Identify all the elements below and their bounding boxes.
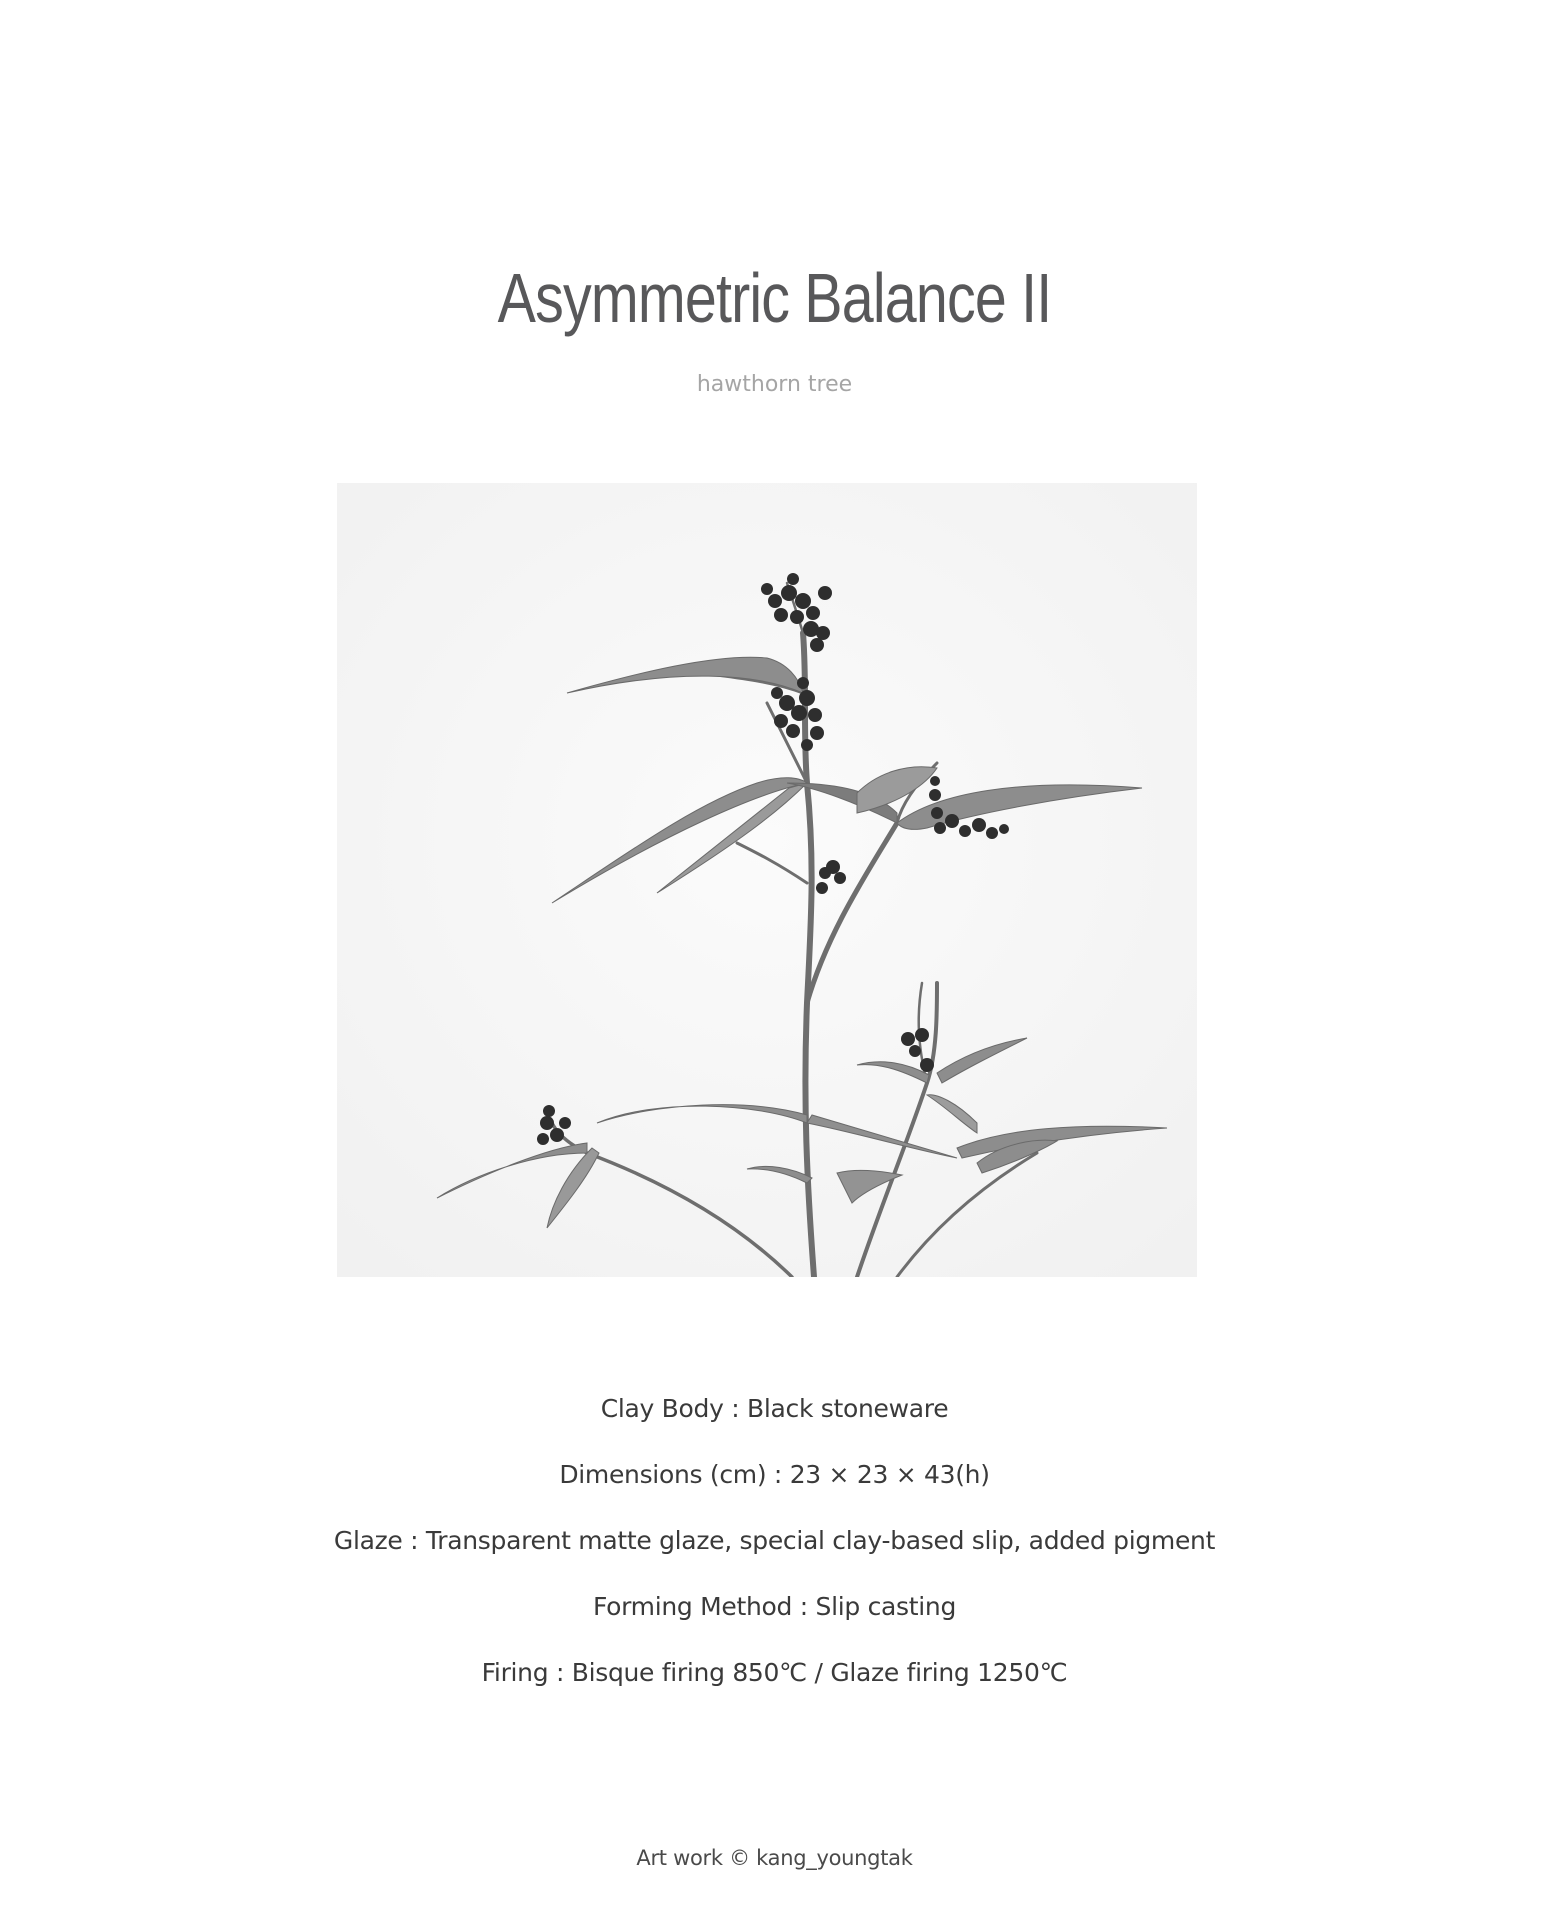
spec-firing: Firing : Bisque firing 850℃ / Glaze firing 1250℃ [481,1658,1068,1687]
spec-forming-method: Forming Method : Slip casting [592,1592,957,1621]
artwork-photo [337,483,1197,1277]
spec-glaze: Glaze : Transparent matte glaze, special clay-based slip, added pigment [333,1526,1216,1555]
page-title: Asymmetric Balance II [497,259,1052,337]
hawthorn-branch-illustration [337,483,1197,1277]
page-subtitle: hawthorn tree [696,372,853,397]
spec-clay-body: Clay Body : Black stoneware [600,1394,949,1423]
artwork-specifications [0,1387,1549,1717]
artwork-credit: Art work © kang_youngtak [636,1846,913,1870]
spec-dimensions: Dimensions (cm) : 23 × 23 × 43(h) [559,1460,990,1489]
